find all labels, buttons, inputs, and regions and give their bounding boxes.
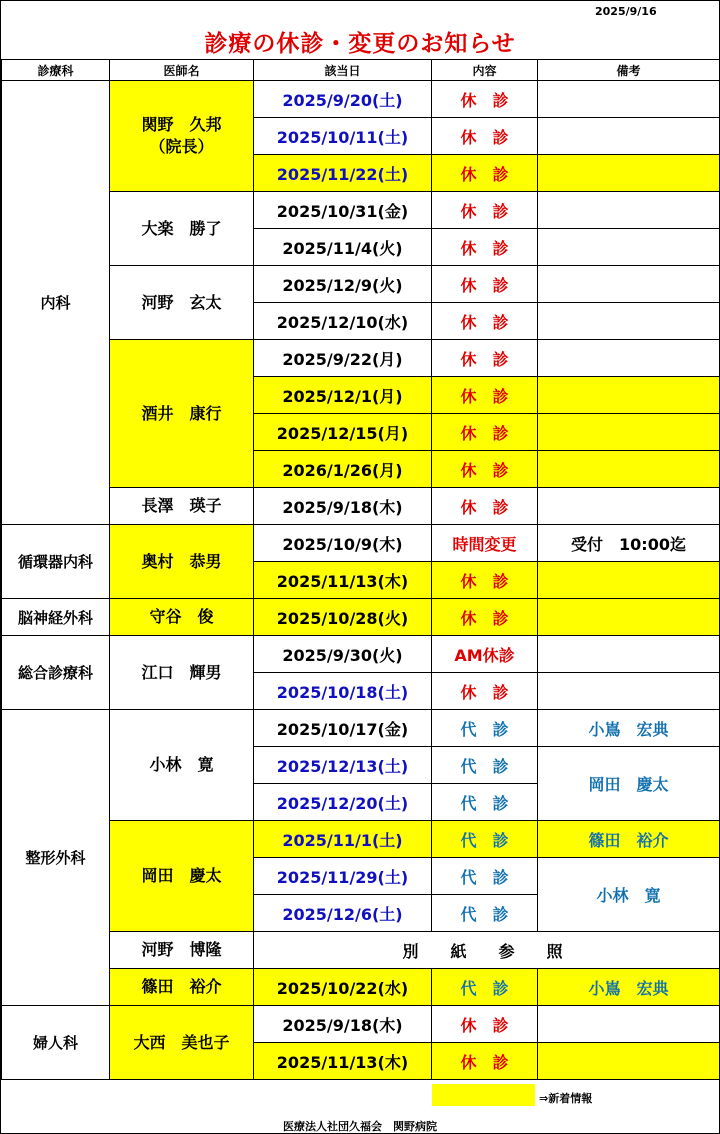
note-cell — [538, 414, 720, 451]
content-cell: AM休診 — [432, 636, 538, 673]
content-cell: 時間変更 — [432, 525, 538, 562]
doctor-cell: 河野 博隆 — [110, 932, 254, 969]
new-info-legend-label: ⇒新着情報 — [539, 1092, 593, 1105]
see-attachment-cell: 別 紙 参 照 — [254, 932, 720, 969]
content-cell: 代 診 — [432, 710, 538, 747]
date-cell: 2025/10/17(金) — [254, 710, 432, 747]
date-cell: 2025/11/29(土) — [254, 858, 432, 895]
content-cell: 休 診 — [432, 451, 538, 488]
doctor-cell: 守谷 俊 — [110, 599, 254, 636]
department-cell: 総合診療科 — [2, 636, 110, 710]
date-cell: 2025/12/6(土) — [254, 895, 432, 932]
date-cell: 2025/9/18(木) — [254, 488, 432, 525]
page-title: 診療の休診・変更のお知らせ — [204, 31, 516, 57]
table-row — [2, 192, 720, 229]
content-cell: 休 診 — [432, 340, 538, 377]
date-cell: 2025/10/11(土) — [254, 118, 432, 155]
date-cell: 2025/12/20(土) — [254, 784, 432, 821]
column-header: 備考 — [538, 60, 720, 81]
doctor-cell: 奥村 恭男 — [110, 525, 254, 599]
note-cell: 篠田 裕介 — [538, 821, 720, 858]
note-cell: 岡田 慶太 — [538, 747, 720, 821]
note-cell: 小嶌 宏典 — [538, 969, 720, 1006]
doctor-cell: 河野 玄太 — [110, 266, 254, 340]
date-cell: 2025/12/15(月) — [254, 414, 432, 451]
content-cell: 休 診 — [432, 562, 538, 599]
note-cell — [538, 599, 720, 636]
schedule-table — [1, 59, 720, 1080]
date-cell: 2025/9/20(土) — [254, 81, 432, 118]
doctor-cell: 関野 久邦 （院長） — [110, 81, 254, 192]
date-cell: 2025/11/13(木) — [254, 1043, 432, 1080]
note-cell — [538, 377, 720, 414]
note-cell — [538, 488, 720, 525]
date-cell: 2025/10/18(土) — [254, 673, 432, 710]
column-header: 医師名 — [110, 60, 254, 81]
date-cell: 2025/9/18(木) — [254, 1006, 432, 1043]
content-cell: 休 診 — [432, 1006, 538, 1043]
date-cell: 2025/12/13(土) — [254, 747, 432, 784]
doctor-cell: 江口 輝男 — [110, 636, 254, 710]
column-header: 該当日 — [254, 60, 432, 81]
content-cell: 休 診 — [432, 414, 538, 451]
doctor-cell: 小林 寛 — [110, 710, 254, 821]
content-cell: 代 診 — [432, 969, 538, 1006]
content-cell: 休 診 — [432, 81, 538, 118]
department-cell: 脳神経外科 — [2, 599, 110, 636]
table-row — [2, 525, 720, 562]
date-cell: 2025/10/28(火) — [254, 599, 432, 636]
column-header: 診療科 — [2, 60, 110, 81]
content-cell: 休 診 — [432, 488, 538, 525]
note-cell — [538, 636, 720, 673]
date-cell: 2025/10/22(水) — [254, 969, 432, 1006]
table-row — [2, 1006, 720, 1043]
note-cell — [538, 266, 720, 303]
content-cell: 休 診 — [432, 155, 538, 192]
table-header-row — [2, 60, 720, 81]
hospital-name: 医療法人社団久福会 関野病院 — [283, 1120, 437, 1133]
table-row — [2, 599, 720, 636]
content-cell: 代 診 — [432, 784, 538, 821]
department-cell: 内科 — [2, 81, 110, 525]
date-cell: 2025/11/1(土) — [254, 821, 432, 858]
doctor-cell: 酒井 康行 — [110, 340, 254, 488]
content-cell: 休 診 — [432, 229, 538, 266]
note-cell — [538, 673, 720, 710]
date-cell: 2025/10/31(金) — [254, 192, 432, 229]
content-cell: 休 診 — [432, 599, 538, 636]
content-cell: 休 診 — [432, 303, 538, 340]
department-cell: 婦人科 — [2, 1006, 110, 1080]
table-row — [2, 266, 720, 303]
note-cell — [538, 562, 720, 599]
note-cell — [538, 155, 720, 192]
content-cell: 代 診 — [432, 747, 538, 784]
content-cell: 代 診 — [432, 858, 538, 895]
note-cell: 受付 10:00迄 — [538, 525, 720, 562]
content-cell: 休 診 — [432, 377, 538, 414]
date-cell: 2025/9/30(火) — [254, 636, 432, 673]
date-cell: 2025/12/9(火) — [254, 266, 432, 303]
date-cell: 2025/10/9(木) — [254, 525, 432, 562]
note-cell — [538, 1006, 720, 1043]
content-cell: 代 診 — [432, 895, 538, 932]
new-info-legend-swatch — [432, 1084, 535, 1106]
content-cell: 休 診 — [432, 673, 538, 710]
note-cell — [538, 81, 720, 118]
note-cell: 小林 寛 — [538, 858, 720, 932]
table-row — [2, 340, 720, 377]
note-cell — [538, 1043, 720, 1080]
table-row — [2, 932, 720, 969]
content-cell: 休 診 — [432, 118, 538, 155]
table-row — [2, 710, 720, 747]
date-cell: 2025/11/22(土) — [254, 155, 432, 192]
doctor-cell: 長澤 瑛子 — [110, 488, 254, 525]
doctor-cell: 大西 美也子 — [110, 1006, 254, 1080]
content-cell: 休 診 — [432, 1043, 538, 1080]
department-cell: 循環器内科 — [2, 525, 110, 599]
note-cell — [538, 451, 720, 488]
doctor-cell: 大楽 勝了 — [110, 192, 254, 266]
note-cell — [538, 340, 720, 377]
doctor-cell: 篠田 裕介 — [110, 969, 254, 1006]
column-header: 内容 — [432, 60, 538, 81]
date-cell: 2025/12/10(水) — [254, 303, 432, 340]
date-cell: 2025/12/1(月) — [254, 377, 432, 414]
content-cell: 代 診 — [432, 821, 538, 858]
doctor-cell: 岡田 慶太 — [110, 821, 254, 932]
note-cell: 小嶌 宏典 — [538, 710, 720, 747]
date-cell: 2025/11/4(火) — [254, 229, 432, 266]
content-cell: 休 診 — [432, 266, 538, 303]
table-row — [2, 81, 720, 118]
table-row — [2, 969, 720, 1006]
date-cell: 2026/1/26(月) — [254, 451, 432, 488]
table-row — [2, 636, 720, 673]
table-row — [2, 488, 720, 525]
note-cell — [538, 229, 720, 266]
note-cell — [538, 192, 720, 229]
table-row — [2, 821, 720, 858]
date-cell: 2025/9/22(月) — [254, 340, 432, 377]
issue-date: 2025/9/16 — [595, 5, 657, 18]
department-cell: 整形外科 — [2, 710, 110, 1006]
note-cell — [538, 118, 720, 155]
date-cell: 2025/11/13(木) — [254, 562, 432, 599]
note-cell — [538, 303, 720, 340]
content-cell: 休 診 — [432, 192, 538, 229]
